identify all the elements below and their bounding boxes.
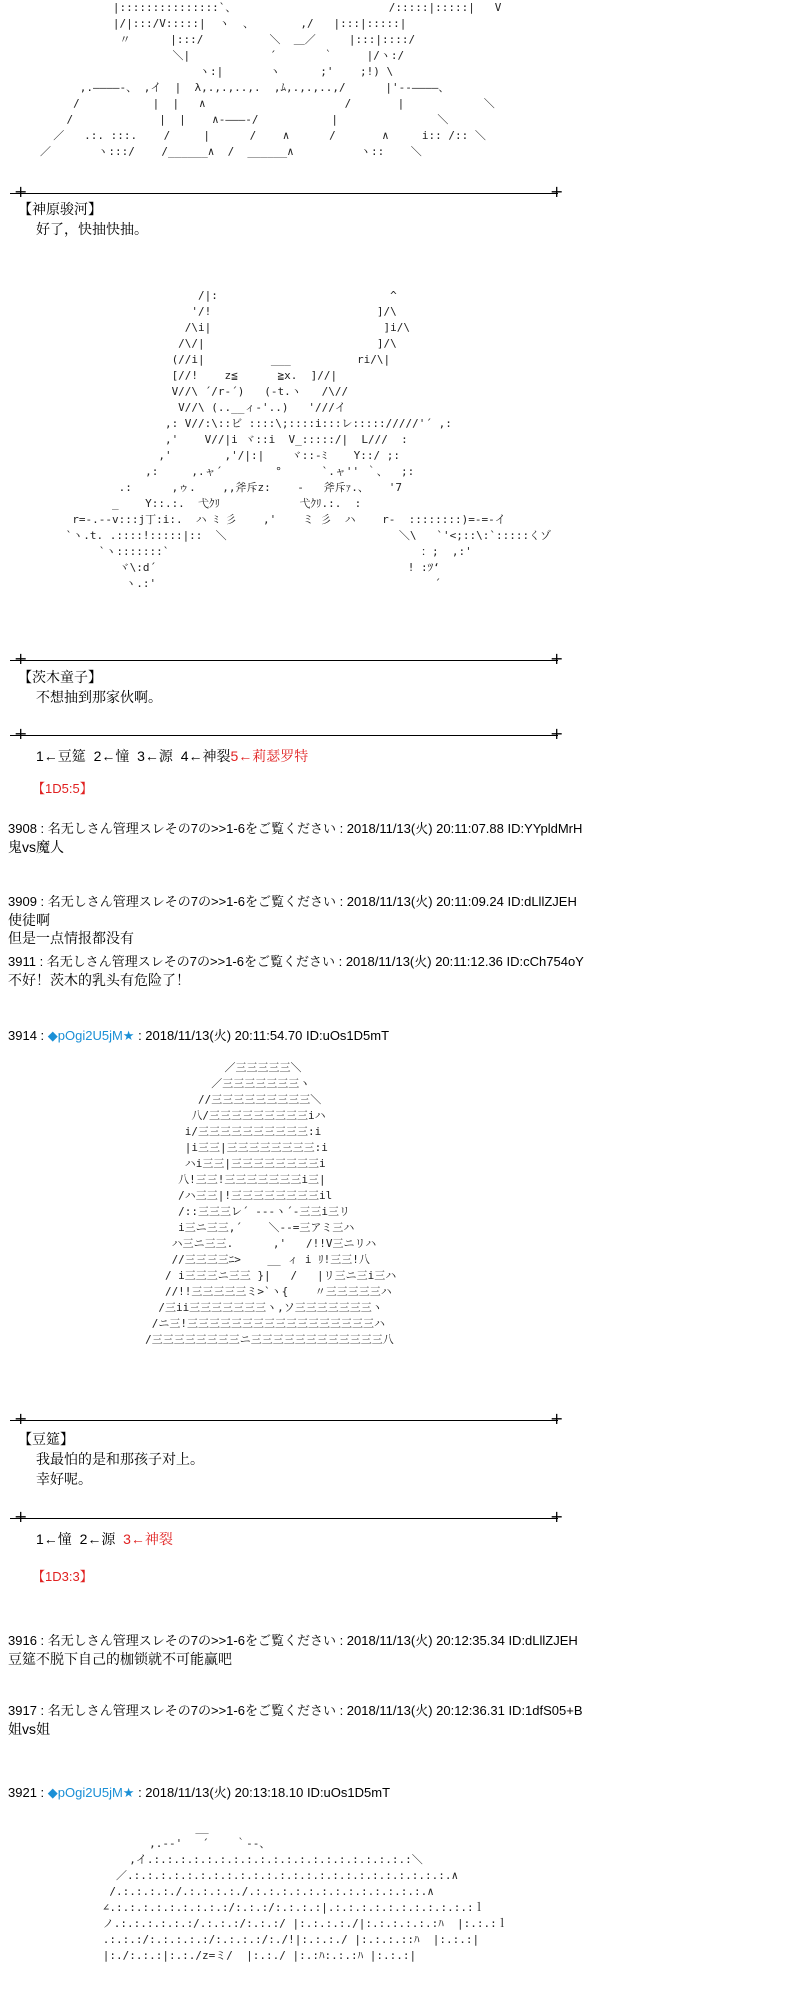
speaker-line: 好了，快抽快抽。 bbox=[36, 221, 148, 237]
post-header: 3916 : 名无しさん管理スレその7の>>1-6をご覧ください : 2018/11/13(火) 20:12:35.34 ID:dLllZJEH bbox=[8, 1633, 578, 1648]
post-header: 3909 : 名无しさん管理スレその7の>>1-6をご覧ください : 2018/11/13(火) 20:11:09.24 ID:dLllZJEH bbox=[8, 894, 577, 909]
choice-selected: 3←神裂 bbox=[123, 1531, 173, 1547]
post-number: 3914 : bbox=[8, 1028, 48, 1043]
divider: + + bbox=[10, 735, 558, 736]
post-header: 3908 : 名无しさん管理スレその7の>>1-6をご覧ください : 2018/11/13(火) 20:11:07.88 ID:YYpldMrH bbox=[8, 821, 583, 836]
dice-result: 【1D3:3】 bbox=[32, 1569, 93, 1584]
post-meta: : 2018/11/13(火) 20:13:18.10 ID:uOs1D5mT bbox=[134, 1785, 391, 1800]
speaker-line: 幸好呢。 bbox=[36, 1471, 92, 1487]
ascii-art-character: __ ,.-‐' ´ ｀‐-、 ,イ.:.:.:.:.:.:.:.:.:.:.:.:.:.:.:.:.:.:.:.:＼ ／.:.:.:.:.:.:.:.:.:.:.:.:.:.:.:.:.:.:.:.:.:.:.:.:.∧ /.:.:.:.:./.:.:.:.:./.:.:.:.:.:.:.:.:.:.:.:.:.:.∧ ∠.:.:.:.:.:.:.:.:.:/:.:.:/:.:.:.:|.:.:.:.:.:.:.:.:.:.:.:ｌ ノ.:.:.:.:.:.:/.:.:.:/:.:.:/ |:.:.:.:./|:.:.:.:.:.:ﾊ |:.:.:ｌ .:.:.:/:.:.:.:.:/:.:.:.:/:./!|:.:.:./ |:.:.:.::ﾊ |:.:.:| |:./:.:.:|:.:./z=ミ/ |:.:./ |:.:ﾊ:.:.:ﾊ |:.:.:| bbox=[102, 1821, 508, 1962]
post-body: 使徒啊 但是一点情报都没有 bbox=[8, 912, 134, 946]
post-header: 3911 : 名无しさん管理スレその7の>>1-6をご覧ください : 2018/11/13(火) 20:11:12.36 ID:cCh754oY bbox=[8, 954, 584, 969]
speaker-name: 【豆筵】 bbox=[18, 1431, 74, 1447]
poster-trip: ◆pOgi2U5jM★ bbox=[47, 1028, 135, 1043]
post-header bbox=[8, 1784, 390, 1801]
poster-trip: ◆pOgi2U5jM★ bbox=[47, 1785, 135, 1800]
post-body: 豆筵不脱下自己的枷锁就不可能赢吧 bbox=[8, 1651, 232, 1667]
ascii-art-character: /|: ^ '/! ]/\ /\i| ]i/\ /\/| ]/\ (//i| ___ ri/\| [//! z≦ ≧x. ]//| V//\ ´/r-´) (-t.ヽ /\// V//\ (..__ィ-'..) '///イ ,: V//:\::ビ ::::\;::::i:::レ::::://///'´ ,: ,' V//|i ヾ::i V_:::::/| L/// : ,' ,'/|:| ヾ::-ﾐ Y::/ ;: ,: ,.ャ´ ° `.ャ'' ｀、 ;: .: ,ゥ. ,,斧斥z: - 斧斥ｧ.、 '7 _ Y::.:. 弋ｸﾘ 弋ｸﾘ.:. : r=-.--v:::j丁:i:. ハ ﾐ 彡 ,' ミ 彡 ハ r- ::::::::)=-=-イ `ヽ.t. .::::!:::::|:: ＼ ＼\ `'<;::\:`:::::くゾ `ヽ:::::::` ：; ,:' ヾ\:d´ ! :ﾂ‘ ヽ.:' ´ bbox=[65, 289, 552, 590]
divider: + + bbox=[10, 1518, 558, 1519]
speaker-line: 不想抽到那家伙啊。 bbox=[36, 689, 162, 705]
post-meta: : 2018/11/13(火) 20:11:54.70 ID:uOs1D5mT bbox=[134, 1028, 390, 1043]
speaker-name: 【神原骏河】 bbox=[18, 201, 102, 217]
divider: + + bbox=[10, 1420, 558, 1421]
divider: + + bbox=[10, 193, 558, 194]
choice-list bbox=[36, 1530, 173, 1548]
post-body: 姐vs姐 bbox=[8, 1721, 50, 1737]
divider: + + bbox=[10, 660, 558, 661]
choice-items: 1←憧 2←源 bbox=[36, 1531, 124, 1547]
post-number: 3921 : bbox=[8, 1785, 48, 1800]
choice-items: 1←豆筵 2←憧 3←源 4←神裂 bbox=[36, 748, 231, 764]
speaker-name: 【茨木童子】 bbox=[18, 669, 102, 685]
dice-result: 【1D5:5】 bbox=[32, 781, 93, 796]
choice-selected: 5←莉瑟罗特 bbox=[230, 748, 309, 764]
post-header: 3917 : 名无しさん管理スレその7の>>1-6をご覧ください : 2018/11/13(火) 20:12:36.31 ID:1dfS05+B bbox=[8, 1703, 583, 1718]
ascii-art-character: ／三三三三三＼ ／三三三三三三三ヽ //三三三三三三三三三＼ 八/三三三三三三三三三iハ i/三三三三三三三三三三:i |i三三|三三三三三三三三:i ハi三三|三三三三三三三三i 八!三三!三三三三三三三i三| /ハ三三|!三三三三三三三三il /::三三三レ´ ‐‐‐ヽ´‐三三i三リ i三ニ三三,´ ＼‐‐=三アミ三ハ ハ三ニ三三. ,' /!!V三ニリハ //三三三三ﾆ> __ ィ i ﾘ!三三!八 / i三三三ニ三三 }| / |リ三ニ三i三ハ //!!三三三三三ミ>`ヽ{ 〃三三三三三ハ /三ii三三三三三三三ヽ,ソ三三三三三三三ヽ /ニ三!三三三三三三三三三三三三三三三三三ハ /三三三三三三三三ニ三三三三三三三三三三三三八 bbox=[145, 1061, 397, 1346]
ascii-art-top: |:::::::::::::::`、 /:::::|:::::| V |/|:::/V:::::| ヽ 、 ,/ |:::|:::::| 〃 |:::/ ＼ ＿／ |:::|::::/ ＼| ´ ｀ |/ヽ:/ ヽ:| ヽ ;' ;!) \ ,.――――-、 ,イ | λ,.,.,..,. ,ﾑ,.,.,..,/ |'‐-――――、 / | | ∧ / | ＼ / | | ∧-―――-/ | ＼ ／ .:. :::. / | / ∧ / ∧ i:: /:: ＼ ／ ヽ:::/ /______∧ / ______∧ ヽ:: ＼ bbox=[40, 1, 502, 158]
post-header bbox=[8, 1027, 389, 1044]
choice-list bbox=[36, 747, 308, 765]
post-body: 鬼vs魔人 bbox=[8, 839, 64, 855]
speaker-line: 我最怕的是和那孩子对上。 bbox=[36, 1451, 204, 1467]
post-body: 不好！茨木的乳头有危险了！ bbox=[8, 972, 190, 988]
